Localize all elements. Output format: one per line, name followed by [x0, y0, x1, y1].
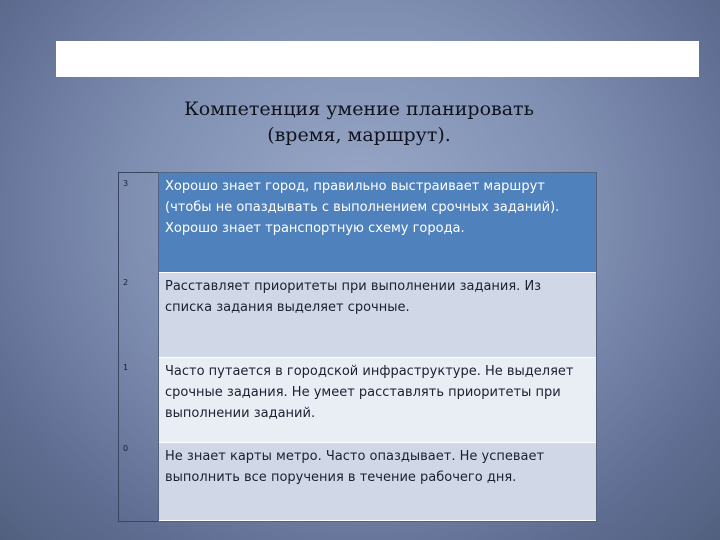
competency-table [158, 172, 597, 522]
row-description: Не знает карты метро. Часто опаздывает. Не успевает выполнить все поручения в течение рабочего дня. [165, 449, 545, 485]
row-description: Хорошо знает город, правильно выстраивает маршрут (чтобы не опаздывать с выполнением срочных заданий). Хорошо знает транспортную схему города. [165, 179, 560, 236]
table-row [159, 173, 596, 273]
level-number: 3 [123, 179, 129, 188]
table-row [159, 443, 596, 521]
level-number: 0 [123, 444, 129, 453]
slide-title [100, 96, 618, 148]
level-number: 2 [123, 278, 129, 287]
slide-title-line-2: (время, маршрут). [267, 124, 451, 146]
table-row [159, 273, 596, 358]
table-row [159, 358, 596, 443]
level-column [118, 172, 160, 522]
level-number: 1 [123, 363, 129, 372]
row-description: Расставляет приоритеты при выполнении задания. Из списка задания выделяет срочные. [165, 279, 542, 315]
slide-title-line-1: Компетенция умение планировать [184, 98, 534, 120]
row-description: Часто путается в городской инфраструктуре. Не выделяет срочные задания. Не умеет расставлять приоритеты при выполнении заданий. [165, 364, 574, 421]
title-banner [56, 41, 699, 77]
